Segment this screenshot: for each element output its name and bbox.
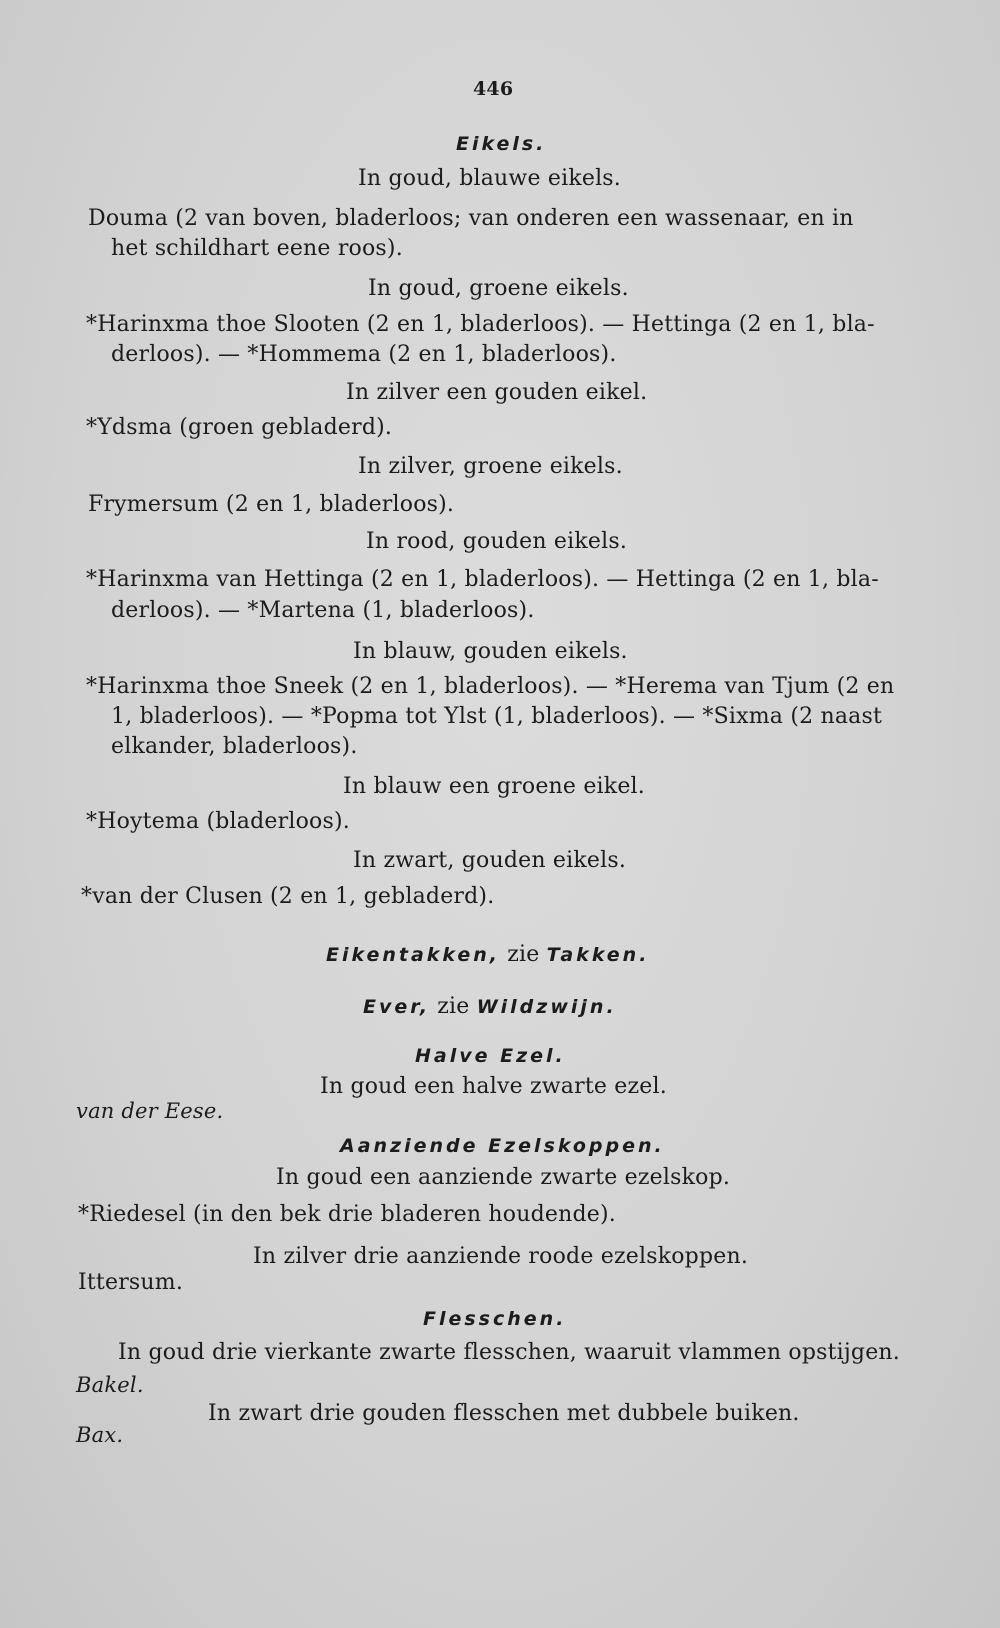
blazon-line: In goud, groene eikels. bbox=[368, 276, 629, 301]
blazon-line: In goud een halve zwarte ezel. bbox=[320, 1074, 667, 1099]
entry-line: *Hoytema (bladerloos). bbox=[86, 809, 350, 834]
section-heading-ezelskoppen: Aanziende Ezelskoppen. bbox=[340, 1135, 665, 1157]
cross-reference-ever bbox=[363, 992, 617, 1022]
section-heading-eikels: Eikels. bbox=[456, 133, 547, 155]
blazon-line: In goud, blauwe eikels. bbox=[358, 166, 621, 191]
section-heading-eikentakken: Eikentakken, bbox=[326, 944, 500, 966]
reference-target: Takken. bbox=[546, 944, 650, 966]
blazon-line: In zilver een gouden eikel. bbox=[346, 380, 648, 405]
page-number: 446 bbox=[473, 78, 514, 100]
entry-line: derloos). — *Martena (1, bladerloos). bbox=[111, 598, 535, 623]
section-heading-halve-ezel: Halve Ezel. bbox=[415, 1045, 566, 1067]
entry-line: *Harinxma thoe Slooten (2 en 1, bladerloos). — Hettinga (2 en 1, bla- bbox=[86, 312, 875, 337]
entry-line: 1, bladerloos). — *Popma tot Ylst (1, bladerloos). — *Sixma (2 naast bbox=[111, 704, 883, 729]
entry-line: derloos). — *Hommema (2 en 1, bladerloos). bbox=[111, 342, 617, 367]
blazon-line: In zilver drie aanziende roode ezelskoppen. bbox=[253, 1244, 749, 1269]
entry-line: Frymersum (2 en 1, bladerloos). bbox=[88, 492, 455, 517]
family-name: van der Eese. bbox=[76, 1099, 224, 1123]
see-word: zie bbox=[507, 942, 540, 967]
entry-line: *Riedesel (in den bek drie bladeren houdende). bbox=[78, 1202, 616, 1227]
section-heading-ever: Ever, bbox=[363, 996, 431, 1018]
blazon-line: In zilver, groene eikels. bbox=[358, 454, 623, 479]
entry-line: *Harinxma van Hettinga (2 en 1, bladerloos). — Hettinga (2 en 1, bla- bbox=[86, 567, 879, 592]
family-name: Ittersum. bbox=[78, 1270, 184, 1295]
section-heading-flesschen: Flesschen. bbox=[423, 1308, 567, 1330]
cross-reference-eikentakken bbox=[326, 940, 649, 970]
entry-line: *Harinxma thoe Sneek (2 en 1, bladerloos). — *Herema van Tjum (2 en bbox=[86, 674, 895, 699]
entry-line: *Ydsma (groen gebladerd). bbox=[86, 415, 393, 440]
blazon-line: In blauw een groene eikel. bbox=[343, 774, 645, 799]
entry-line: elkander, bladerloos). bbox=[111, 734, 358, 759]
family-name: Bax. bbox=[76, 1423, 124, 1447]
blazon-line: In zwart, gouden eikels. bbox=[353, 848, 627, 873]
blazon-line: In rood, gouden eikels. bbox=[366, 529, 628, 554]
entry-line: het schildhart eene roos). bbox=[111, 236, 403, 261]
reference-target: Wildzwijn. bbox=[476, 996, 617, 1018]
entry-line: Douma (2 van boven, bladerloos; van onderen een wassenaar, en in bbox=[88, 206, 854, 231]
blazon-line: In goud een aanziende zwarte ezelskop. bbox=[276, 1165, 731, 1190]
blazon-line: In zwart drie gouden flesschen met dubbele buiken. bbox=[208, 1401, 800, 1426]
blazon-line: In blauw, gouden eikels. bbox=[353, 639, 628, 664]
family-name: Bakel. bbox=[76, 1373, 144, 1397]
see-word: zie bbox=[437, 994, 470, 1019]
entry-line: *van der Clusen (2 en 1, gebladerd). bbox=[81, 884, 495, 909]
blazon-line: In goud drie vierkante zwarte flesschen, waaruit vlammen opstijgen. bbox=[118, 1340, 900, 1365]
